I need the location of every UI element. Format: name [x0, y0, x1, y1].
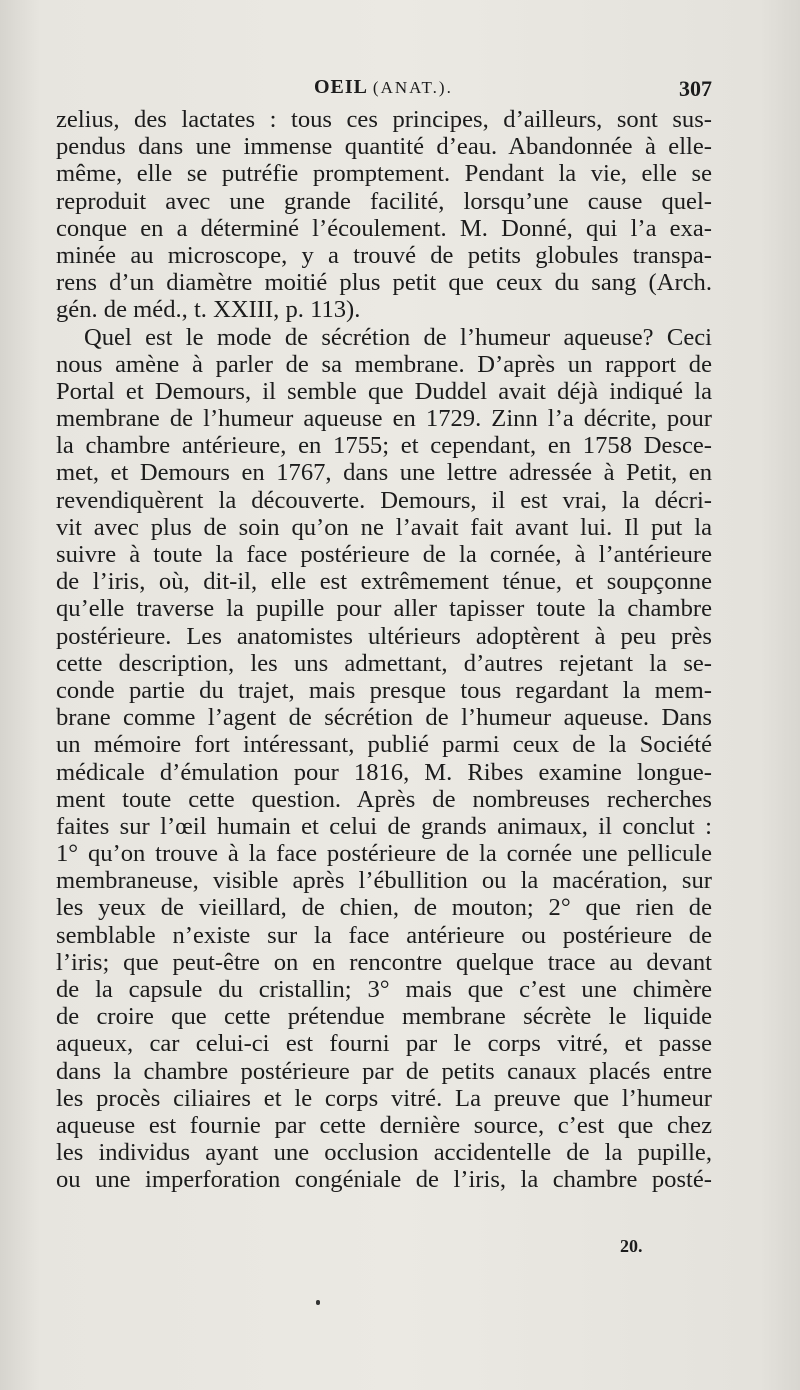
body-text	[56, 106, 712, 1194]
text-line: dans la chambre postérieure par de petits canaux placés entre	[56, 1057, 712, 1085]
text-line: qu’elle traverse la pupille pour aller tapisser toute la chambre	[56, 595, 712, 623]
running-subtitle: (ANAT.).	[372, 78, 453, 97]
text-line: faites sur l’œil humain et celui de grands animaux, il conclut :	[56, 812, 712, 840]
text-line: cette description, les uns admettant, d’autres rejetant la se-	[56, 649, 712, 677]
text-line: brane comme l’agent de sécrétion de l’humeur aqueuse. Dans	[56, 704, 712, 732]
text-line: conde partie du trajet, mais presque tous regardant la mem-	[56, 676, 712, 704]
text-line: conque en a déterminé l’écoulement. M. Donné, qui l’a exa-	[56, 214, 712, 242]
text-line: l’iris; que peut-être on en rencontre quelque trace au devant	[56, 948, 712, 976]
text-line: les procès ciliaires et le corps vitré. La preuve que l’humeur	[56, 1084, 712, 1112]
text-line: gén. de méd., t. XXIII, p. 113).	[56, 296, 361, 324]
text-line: semblable n’existe sur la face antérieure ou postérieure de	[56, 921, 712, 949]
text-line: les individus ayant une occlusion accidentelle de la pupille,	[56, 1139, 712, 1167]
text-line: Portal et Demours, il semble que Duddel avait déjà indiqué la	[56, 377, 712, 405]
text-line: un mémoire fort intéressant, publié parmi ceux de la Société	[56, 731, 712, 759]
text-line: rens d’un diamètre moitié plus petit que ceux du sang (Arch.	[56, 269, 712, 297]
text-line: vit avec plus de soin qu’on ne l’avait fait avant lui. Il put la	[56, 513, 712, 541]
text-line: de la capsule du cristallin; 3° mais que c’est une chimère	[56, 976, 712, 1003]
text-line: zelius, des lactates : tous ces principes, d’ailleurs, sont sus-	[56, 106, 712, 133]
text-line: de l’iris, où, dit-il, elle est extrêmement ténue, et soupçonne	[56, 568, 712, 596]
text-line: de croire que cette prétendue membrane sécrète le liquide	[56, 1003, 712, 1031]
text-line: revendiquèrent la découverte. Demours, il est vrai, la décri-	[56, 486, 712, 514]
text-line: aqueux, car celui-ci est fourni par le corps vitré, et passe	[56, 1030, 712, 1058]
text-line: même, elle se putréfie promptement. Pendant la vie, elle se	[56, 160, 712, 188]
text-line: médicale d’émulation pour 1816, M. Ribes examine longue-	[56, 758, 712, 786]
text-line: membrane de l’humeur aqueuse en 1729. Zinn l’a décrite, pour	[56, 405, 712, 433]
text-line: la chambre antérieure, en 1755; et cependant, en 1758 Desce-	[56, 432, 712, 460]
page-header	[56, 76, 712, 106]
text-line: met, et Demours en 1767, dans une lettre adressée à Petit, en	[56, 459, 712, 487]
text-line: aqueuse est fournie par cette dernière source, c’est que chez	[56, 1111, 712, 1139]
text-line: minée au microscope, y a trouvé de petits globules transpa-	[56, 241, 712, 269]
page-number: 307	[679, 76, 712, 101]
text-line: membraneuse, visible après l’ébullition ou la macération, sur	[56, 867, 712, 895]
text-line: reproduit avec une grande facilité, lorsqu’une cause quel-	[56, 187, 712, 215]
text-line: suivre à toute la face postérieure de la cornée, à l’antérieure	[56, 541, 712, 568]
text-line: ou une imperforation congéniale de l’iris, la chambre posté-	[56, 1166, 712, 1194]
running-title: OEIL (ANAT.).	[314, 76, 453, 98]
text-line: nous amène à parler de sa membrane. D’après un rapport de	[56, 350, 712, 378]
text-line: 1° qu’on trouve à la face postérieure de la cornée une pellicule	[56, 840, 712, 868]
text-line: pendus dans une immense quantité d’eau. Abandonnée à elle-	[56, 133, 712, 161]
text-line: les yeux de vieillard, de chien, de mouton; 2° que rien de	[56, 894, 712, 922]
text-line: Quel est le mode de sécrétion de l’humeur aqueuse? Ceci	[84, 323, 712, 351]
signature-mark: 20.	[620, 1236, 643, 1256]
text-line: ment toute cette question. Après de nombreuses recherches	[56, 785, 712, 813]
ink-speck	[316, 1300, 320, 1305]
text-line: postérieure. Les anatomistes ultérieurs adoptèrent à peu près	[56, 622, 712, 650]
